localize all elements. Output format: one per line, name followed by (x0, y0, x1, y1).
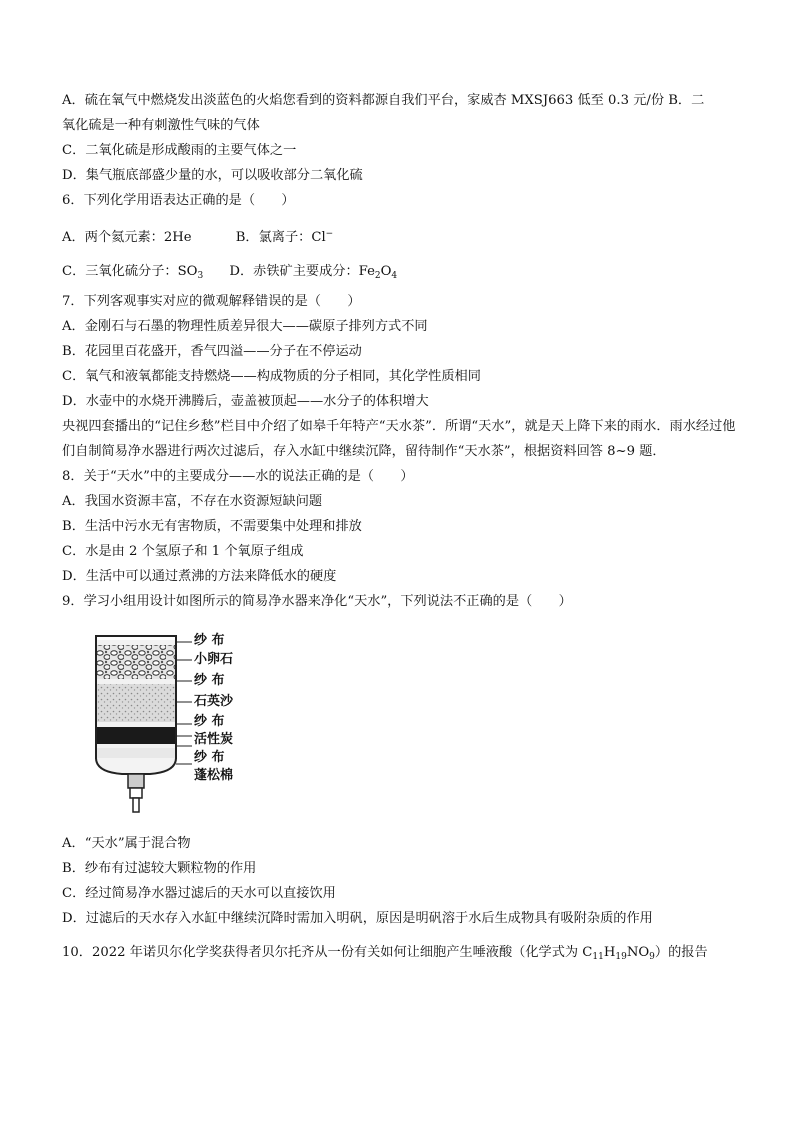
q8-option-a: A．我国水资源丰富，不存在水资源短缺问题 (62, 494, 323, 509)
q5-option-a-line1: A．硫在氧气中燃烧发出淡蓝色的火焰您看到的资料都源自我们平台，家威杏 MXSJ663 低至 0.3 元/份 B．二 (62, 93, 705, 108)
q5-option-c: C．二氧化硫是形成酸雨的主要气体之一 (62, 143, 297, 158)
label-activated-carbon: 活性炭 (194, 732, 234, 747)
label-pebbles: 小卵石 (194, 652, 234, 667)
label-gauze-3: 纱 布 (194, 714, 225, 729)
q6-stem: 6．下列化学用语表达正确的是（ ） (62, 193, 295, 208)
water-purifier-figure (82, 620, 272, 825)
q5-option-b-line2: 氧化硫是一种有刺激性气味的气体 (62, 118, 260, 133)
label-gauze-1: 纱 布 (194, 633, 225, 648)
q9-option-a: A．“天水”属于混合物 (62, 836, 191, 851)
label-gauze-2: 纱 布 (194, 673, 225, 688)
q9-stem: 9．学习小组用设计如图所示的简易净水器来净化“天水”，下列说法不正确的是（ ） (62, 594, 572, 609)
q9-option-c: C．经过简易净水器过滤后的天水可以直接饮用 (62, 886, 336, 901)
q6-option-b: B．氯离子：Cl− (235, 229, 334, 245)
q8-option-c: C．水是由 2 个氢原子和 1 个氧原子组成 (62, 544, 304, 559)
q7-option-c: C．氧气和液氧都能支持燃烧——构成物质的分子相同，其化学性质相同 (62, 369, 481, 384)
label-gauze-4: 纱 布 (194, 750, 225, 765)
q8-stem: 8．关于“天水”中的主要成分——水的说法正确的是（ ） (62, 469, 414, 484)
q8-option-b: B．生活中污水无有害物质，不需要集中处理和排放 (62, 519, 362, 534)
q7-option-a: A．金刚石与石墨的物理性质差异很大——碳原子排列方式不同 (62, 319, 428, 334)
q6-option-a: A．两个氦元素：2He (62, 230, 192, 245)
q7-option-b: B．花园里百花盛开，香气四溢——分子在不停运动 (62, 344, 362, 359)
q7-stem: 7．下列客观事实对应的微观解释错误的是（ ） (62, 294, 361, 309)
label-cotton: 蓬松棉 (194, 768, 234, 783)
q9-option-b: B．纱布有过滤较大颗粒物的作用 (62, 861, 257, 876)
q6-option-c: C．三氧化硫分子：$SO_3$ (62, 264, 204, 281)
q6-options-row1 (62, 222, 742, 250)
q8-option-d: D．生活中可以通过煮沸的方法来降低水的硬度 (62, 569, 337, 584)
reading-material: 央视四套播出的“记住乡愁”栏目中介绍了如皋千年特产“天水茶”．所谓“天水”，就是天上降下来的雨水．雨水经过他们自制简易净水器进行两次过滤后，存入水缸中继续沉降，留待制作“天水茶”，根据资料回答 8~9 题． (62, 419, 736, 459)
q6-option-d: D．赤铁矿主要成分：$Fe_2O_4$ (229, 264, 398, 281)
q10-stem: 10．2022 年诺贝尔化学奖获得者贝尔托齐从一份有关如何让细胞产生唾液酸（化学式为 $C_{11}H_{19}NO_9$）的报告 (62, 945, 708, 962)
q9-option-d: D．过滤后的天水存入水缸中继续沉降时需加入明矾，原因是明矾溶于水后生成物具有吸附杂质的作用 (62, 911, 653, 926)
q7-option-d: D．水壶中的水烧开沸腾后，壶盖被顶起——水分子的体积增大 (62, 394, 429, 409)
q6-options-row2 (62, 259, 742, 289)
water-purifier-diagram (82, 620, 272, 825)
label-quartz-sand: 石英沙 (194, 694, 234, 709)
exam-page (62, 88, 742, 970)
q5-option-d: D．集气瓶底部盛少量的水，可以吸收部分二氧化硫 (62, 168, 363, 183)
